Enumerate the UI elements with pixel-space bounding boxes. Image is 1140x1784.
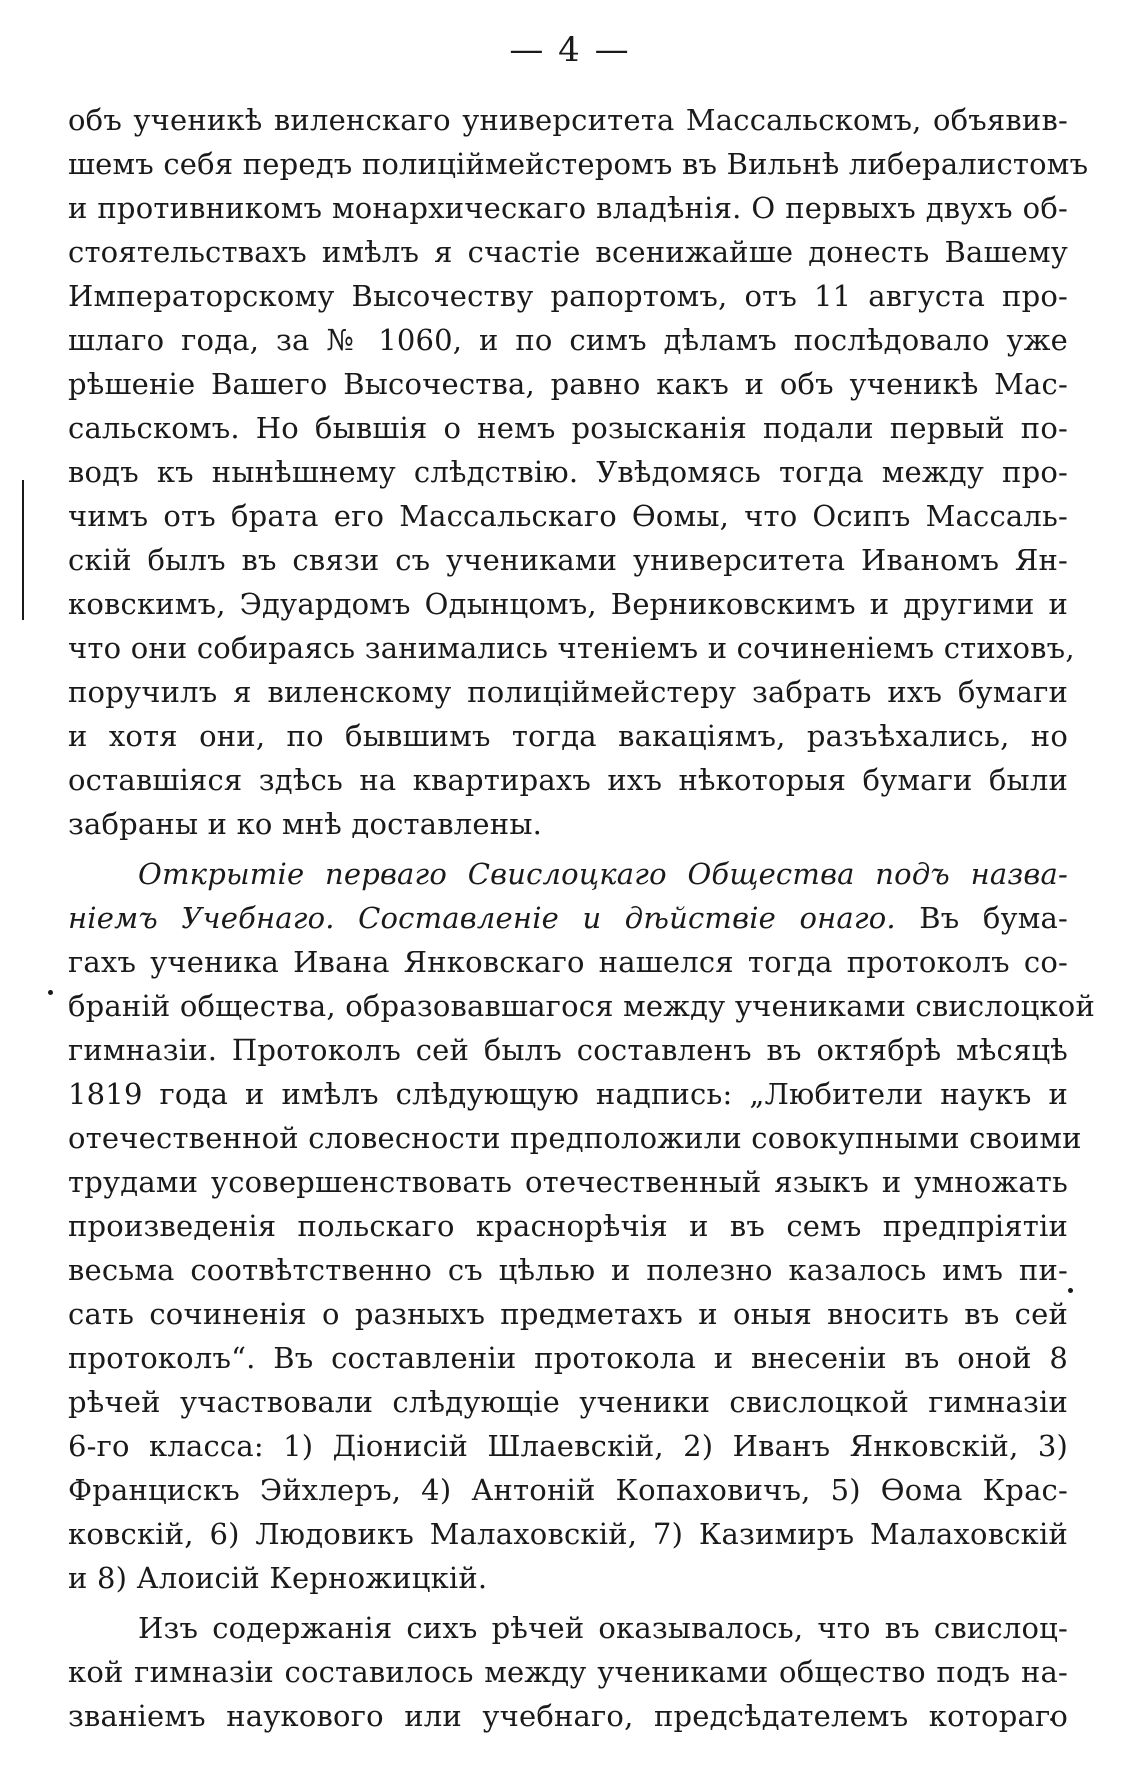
text-line: поручилъ я виленскому полицiймейстеру забрать ихъ бумаги <box>68 675 1068 709</box>
text-line: рѣчей участвовали слѣдующiе ученики свислоцкой гимназiи <box>68 1385 1068 1419</box>
text-line: Императорскому Высочеству рапортомъ, отъ 11 августа про- <box>68 279 1068 313</box>
text-line: Францискъ Эйхлеръ, 4) Антонiй Копаховичъ, 5) Ѳома Крас- <box>68 1473 1068 1507</box>
text-line: скiй былъ въ связи съ учениками университета Иваномъ Ян- <box>68 543 1068 577</box>
text-line: водъ къ нынѣшнему слѣдствiю. Увѣдомясь тогда между про- <box>68 455 1068 489</box>
text-line: оставшiяся здѣсь на квартирахъ ихъ нѣкоторыя бумаги были <box>68 763 1068 797</box>
margin-pencil-mark <box>22 480 24 620</box>
text-line: 1819 года и имѣлъ слѣдующую надпись: „Любители наукъ и <box>68 1077 1068 1111</box>
text-line: ковскимъ, Эдуардомъ Одынцомъ, Верниковскимъ и другими и <box>68 587 1068 621</box>
text-line: гахъ ученика Ивана Янковскаго нашелся тогда протоколъ со- <box>68 945 1068 979</box>
text-line: званiемъ наукового или учебнаго, предсѣдателемъ котораго <box>68 1699 1068 1733</box>
section-heading-italic: нiемъ Учебнаго. Составленiе и дѣйствiе онаго. <box>68 901 896 935</box>
paragraph-1 <box>68 98 1089 846</box>
paragraph-2 <box>68 852 1095 1600</box>
text-line: ковскiй, 6) Людовикъ Малаховскiй, 7) Казимиръ Малаховскiй <box>68 1517 1068 1551</box>
page-number: — 4 — <box>509 30 631 70</box>
text-line: и хотя они, по бывшимъ тогда вакацiямъ, разъѣхались, но <box>68 719 1068 753</box>
paragraph-3 <box>68 1606 1068 1738</box>
text-line: шемъ себя передъ полицiймейстеромъ въ Вильнѣ либералистомъ <box>68 147 1089 181</box>
text-line: рѣшенiе Вашего Высочества, равно какъ и объ ученикѣ Мас- <box>68 367 1068 401</box>
text-line: бранiй общества, образовавшагося между учениками свислоцкой <box>68 989 1095 1023</box>
text-line: сальскомъ. Но бывшiя о немъ розысканiя подали первый по- <box>68 411 1068 445</box>
text-line: произведенiя польскаго краснорѣчiя и въ семъ предпрiятiи <box>68 1209 1068 1243</box>
text-line: что они собираясь занимались чтенiемъ и сочиненiемъ стиховъ, <box>68 631 1075 665</box>
text-line: чимъ отъ брата его Массальскаго Ѳомы, что Осипъ Массаль- <box>68 499 1068 533</box>
text-line: гимназiи. Протоколъ сей былъ составленъ въ октябрѣ мѣсяцѣ <box>68 1033 1068 1067</box>
text-line: сать сочиненiя о разныхъ предметахъ и оныя вносить въ сей <box>68 1297 1068 1331</box>
text-line: стоятельствахъ имѣлъ я счастiе всенижайше донесть Вашему <box>68 235 1068 269</box>
margin-dot-mark <box>48 990 53 995</box>
section-heading-line-mixed <box>68 896 1068 940</box>
text-line: Изъ содержанiя сихъ рѣчей оказывалось, что въ свислоц- <box>138 1611 1068 1645</box>
text-line: протоколъ“. Въ составленiи протокола и внесенiи въ оной 8 <box>68 1341 1068 1375</box>
text-line: отечественной словесности предположили совокупными своими <box>68 1121 1082 1155</box>
text-line: кой гимназiи составилось между учениками общество подъ на- <box>68 1655 1068 1689</box>
text-line: шлаго года, за № 1060, и по симъ дѣламъ послѣдовало уже <box>68 323 1068 357</box>
text-line: объ ученикѣ виленскаго университета Массальскомъ, объявив- <box>68 103 1068 137</box>
section-heading-continuation: Въ бума- <box>895 901 1068 935</box>
text-line: и 8) Алоисiй Керножицкiй. <box>68 1561 488 1595</box>
section-heading-line: Открытiе перваго Свислоцкаго Общества подъ назва- <box>138 857 1068 891</box>
text-line: забраны и ко мнѣ доставлены. <box>68 807 543 841</box>
text-line: 6-го класса: 1) Дiонисiй Шлаевскiй, 2) Иванъ Янковскiй, 3) <box>68 1429 1068 1463</box>
text-line: трудами усовершенствовать отечественный языкъ и умножать <box>68 1165 1068 1199</box>
body-text <box>68 98 1095 1738</box>
margin-dot-mark <box>1068 1288 1073 1293</box>
text-line: и противникомъ монархическаго владѣнiя. О первыхъ двухъ об- <box>68 191 1068 225</box>
text-line: весьма соотвѣтственно съ цѣлью и полезно казалось имъ пи- <box>68 1253 1068 1287</box>
